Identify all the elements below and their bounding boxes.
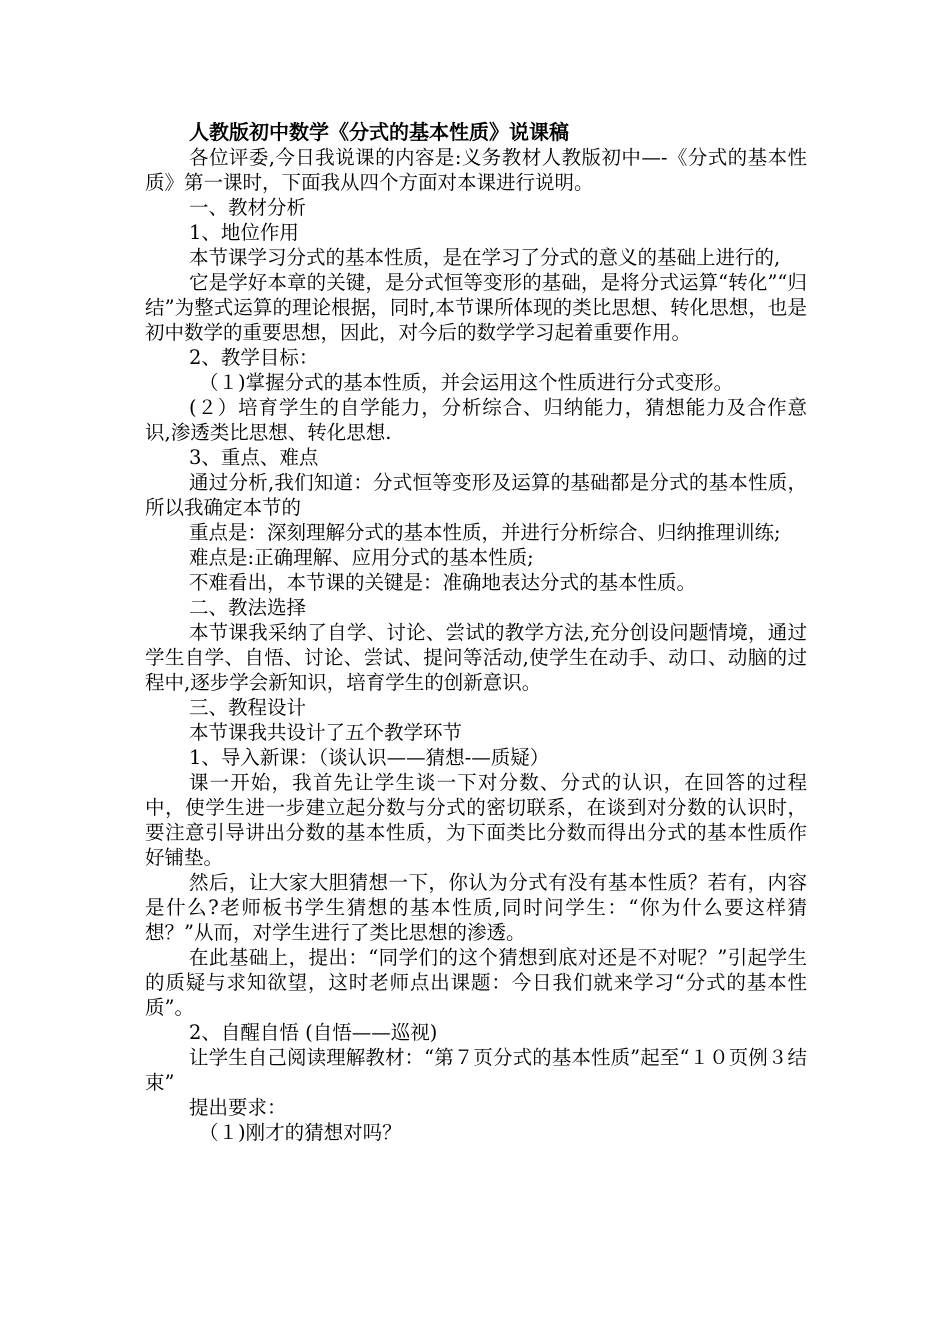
list-item: （１)掌握分式的基本性质，并会运用这个性质进行分式变形。 — [199, 371, 734, 394]
paragraph: 提出要求： — [189, 1096, 287, 1119]
paragraph: 难点是:正确理解、应用分式的基本性质; — [189, 546, 534, 569]
section-heading: 一、教材分析 — [189, 196, 307, 219]
paragraph: 本节课我采纳了自学、讨论、尝试的教学方法,充分创设问题情境，通过学生自学、自悟、讨论、尝试、提问等活动,使学生在动手、动口、动脑的过程中,逐步学会新知识，培育学生的创新意识。 — [145, 621, 807, 694]
document-title: 人教版初中数学《分式的基本性质》说课稿 — [189, 120, 569, 144]
paragraph: 本节课我共设计了五个教学环节 — [189, 721, 463, 744]
paragraph: 它是学好本章的关键，是分式恒等变形的基础，是将分式运算“转化”“归结”为整式运算的理论根据，同时,本节课所体现的类比思想、转化思想，也是初中数学的重要思想，因此，对今后的数学学习起着重要作用。 — [145, 271, 807, 344]
subsection-heading: 2、自醒自悟 (自悟——巡视) — [189, 1021, 438, 1044]
paragraph: 本节课学习分式的基本性质，是在学习了分式的意义的基础上进行的, — [189, 246, 781, 269]
paragraph: 通过分析,我们知道：分式恒等变形及运算的基础都是分式的基本性质，所以我确定本节的 — [145, 471, 807, 519]
list-item: （１)刚才的猜想对吗？ — [199, 1121, 402, 1144]
section-heading: 二、教法选择 — [189, 596, 307, 619]
paragraph: 课一开始，我首先让学生谈一下对分数、分式的认识，在回答的过程中，使学生进一步建立起分数与分式的密切联系，在谈到对分数的认识时，要注意引导讲出分数的基本性质，为下面类比分数而得出分式的基本性质作好铺垫。 — [145, 771, 807, 869]
paragraph: 重点是：深刻理解分式的基本性质，并进行分析综合、归纳推理训练; — [189, 521, 781, 544]
subsection-heading: 1、地位作用 — [189, 221, 299, 244]
subsection-heading: 1、导入新课：（谈认识——猜想-—质疑） — [189, 746, 550, 769]
subsection-heading: 3、重点、难点 — [189, 446, 319, 469]
document-page — [145, 120, 807, 1145]
paragraph: 在此基础上，提出：“同学们的这个猜想到底对还是不对呢？”引起学生的质疑与求知欲望，这时老师点出课题：今日我们就来学习“分式的基本性质”。 — [145, 946, 807, 1019]
paragraph: 不难看出，本节课的关键是：准确地表达分式的基本性质。 — [189, 571, 697, 594]
paragraph: 然后，让大家大胆猜想一下，你认为分式有没有基本性质？若有，内容是什么?老师板书学生猜想的基本性质,同时问学生：“你为什么要这样猜想？”从而，对学生进行了类比思想的渗透。 — [145, 871, 807, 944]
paragraph: 各位评委,今日我说课的内容是:义务教材人教版初中—-《分式的基本性质》第一课时，下面我从四个方面对本课进行说明。 — [145, 146, 807, 194]
list-item: (２）培育学生的自学能力，分析综合、归纳能力，猜想能力及合作意识,渗透类比思想、转化思想. — [145, 396, 807, 444]
section-heading: 三、教程设计 — [189, 696, 307, 719]
paragraph: 让学生自己阅读理解教材：“第７页分式的基本性质”起至“１０页例３结束” — [145, 1046, 807, 1094]
subsection-heading: 2、教学目标： — [189, 346, 319, 369]
